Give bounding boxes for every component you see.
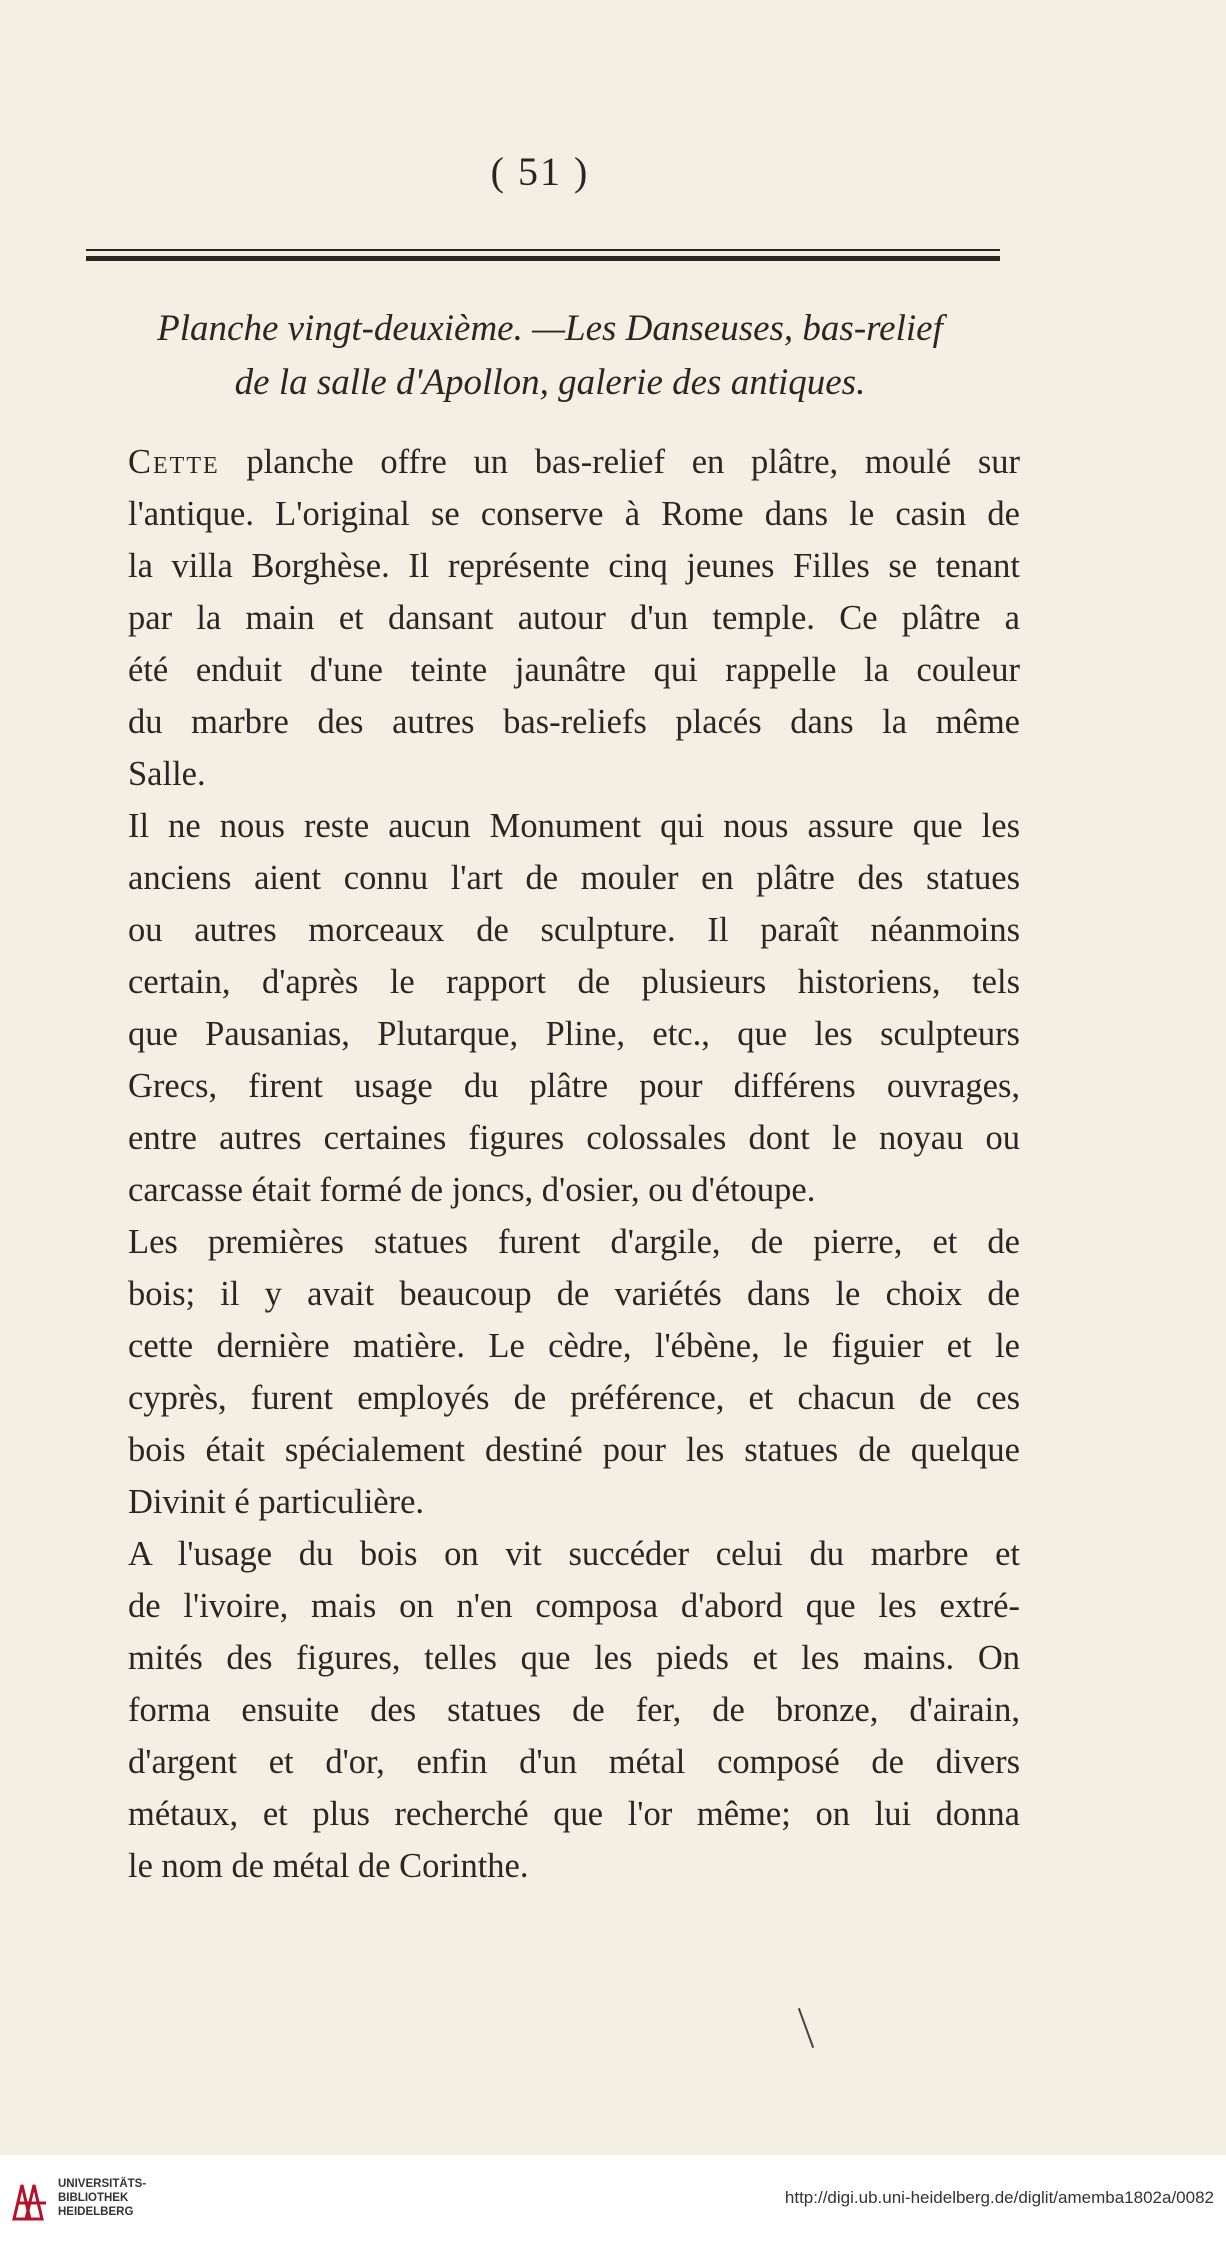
digitization-footer (0, 2155, 1226, 2244)
plate-title (80, 302, 1020, 410)
text-line (92, 436, 1020, 488)
text-line: bois; il y avait beaucoup de variétés dans le choix de (128, 1275, 1020, 1313)
text-line: métaux, et plus recherché que l'or même; on lui donna (128, 1795, 1020, 1833)
text-line: bois était spécialement destiné pour les statues de quelque (128, 1431, 1020, 1469)
text-line: été enduit d'une teinte jaunâtre qui rappelle la couleur (128, 651, 1020, 689)
title-line: de la salle d'Apollon, galerie des antiques. (234, 362, 866, 403)
text-line: la villa Borghèse. Il représente cinq jeunes Filles se tenant (128, 547, 1020, 585)
text-line: cette dernière matière. Le cèdre, l'ébène, le figuier et le (128, 1327, 1020, 1365)
text-line: A l'usage du bois on vit succéder celui du marbre et (128, 1535, 1020, 1573)
text-line: certain, d'après le rapport de plusieurs historiens, tels (128, 963, 1020, 1001)
text-line: par la main et dansant autour d'un temple. Ce plâtre a (128, 599, 1020, 637)
paragraph-lead: Cette (128, 443, 220, 481)
text-line: l'antique. L'original se conserve à Rome dans le casin de (128, 495, 1020, 533)
page-number: ( 51 ) (490, 149, 590, 194)
header-rule-thin (86, 249, 1000, 251)
paragraph (92, 1528, 1020, 1892)
text-line: de l'ivoire, mais on n'en composa d'abord que les extré- (128, 1587, 1020, 1625)
text-line: mités des figures, telles que les pieds et les mains. On (128, 1639, 1020, 1677)
text-line: anciens aient connu l'art de mouler en plâtre des statues (128, 859, 1020, 897)
text-line: Grecs, firent usage du plâtre pour différens ouvrages, (128, 1067, 1020, 1105)
text-line-rest: planche offre un bas-relief en plâtre, moulé sur (246, 443, 1020, 481)
header-rule-thick (86, 256, 1000, 261)
paragraph (92, 800, 1020, 1216)
source-url[interactable]: http://digi.ub.uni-heidelberg.de/diglit/amemba1802a/0082 (784, 2188, 1214, 2207)
text-line: le nom de métal de Corinthe. (128, 1847, 529, 1885)
text-line: forma ensuite des statues de fer, de bronze, d'airain, (128, 1691, 1020, 1729)
text-line: ou autres morceaux de sculpture. Il paraît néanmoins (128, 911, 1020, 949)
paragraph (92, 436, 1020, 800)
pencil-mark (798, 2008, 814, 2048)
text-line: entre autres certaines figures colossales dont le noyau ou (128, 1119, 1020, 1157)
library-name: UNIVERSITÄTS- BIBLIOTHEK HEIDELBERG (58, 2178, 147, 2218)
text-line: d'argent et d'or, enfin d'un métal composé de divers (128, 1743, 1020, 1781)
text-line: du marbre des autres bas-reliefs placés dans la même (128, 703, 1020, 741)
text-line: carcasse était formé de joncs, d'osier, ou d'étoupe. (128, 1171, 816, 1209)
text-line: Divinit é particulière. (128, 1483, 425, 1521)
paragraph (92, 1216, 1020, 1528)
title-line: Planche vingt-deuxième. —Les Danseuses, bas-relief (157, 308, 943, 349)
text-line: Les premières statues furent d'argile, de pierre, et de (128, 1223, 1020, 1261)
text-line: Il ne nous reste aucun Monument qui nous assure que les (128, 807, 1020, 845)
text-line: que Pausanias, Plutarque, Pline, etc., que les sculpteurs (128, 1015, 1020, 1053)
text-line: cyprès, furent employés de préférence, et chacun de ces (128, 1379, 1020, 1417)
text-line: Salle. (128, 755, 206, 793)
university-library-logo-icon (10, 2179, 50, 2223)
body-text (92, 436, 1020, 1892)
